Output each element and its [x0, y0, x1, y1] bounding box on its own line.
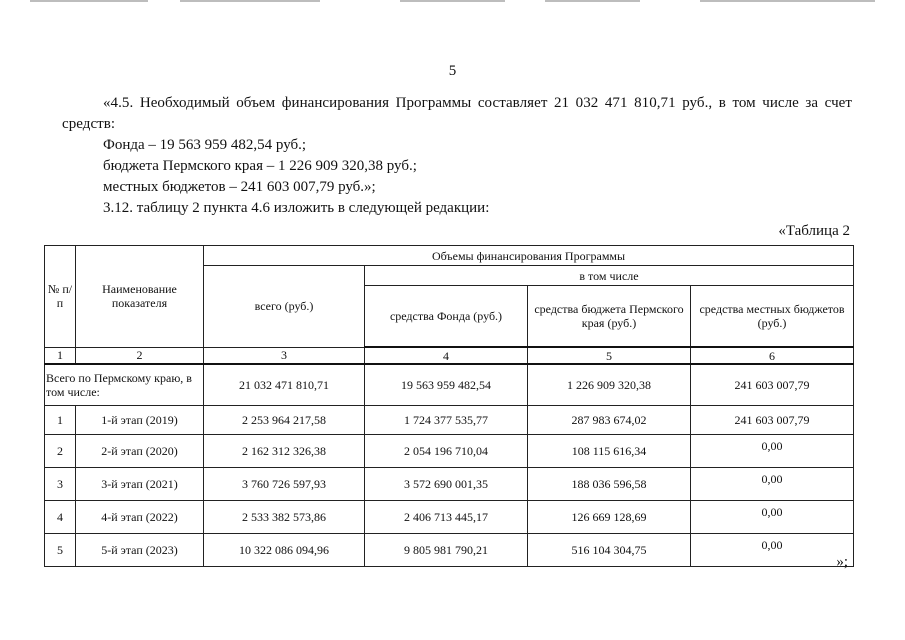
header-fund: средства Фонда (руб.) — [365, 286, 528, 348]
scan-edge-line — [30, 0, 148, 2]
page-number: 5 — [448, 63, 457, 79]
col-number: 5 — [528, 347, 691, 364]
column-number-row — [45, 347, 854, 364]
row-total: 10 322 086 094,96 — [204, 534, 365, 567]
row-name: 1-й этап (2019) — [76, 406, 204, 435]
row-local: 241 603 007,79 — [691, 406, 854, 435]
row-num: 3 — [45, 468, 76, 501]
row-total: 2 253 964 217,58 — [204, 406, 365, 435]
paragraph-4-5: «4.5. Необходимый объем финансирования Программы составляет 21 032 471 810,71 руб., в том числе за счет средств: — [62, 95, 852, 132]
row-name: 5-й этап (2023) — [76, 534, 204, 567]
header-local: средства местных бюджетов (руб.) — [691, 286, 854, 348]
row-total: 3 760 726 597,93 — [204, 468, 365, 501]
header-regional: средства бюджета Пермского края (руб.) — [528, 286, 691, 348]
header-including: в том числе — [365, 266, 854, 286]
row-num: 4 — [45, 501, 76, 534]
list-item-local-budgets: местных бюджетов – 241 603 007,79 руб.»; — [103, 179, 376, 195]
table-row — [45, 501, 854, 534]
row-regional: 188 036 596,58 — [528, 468, 691, 501]
total-row-local: 241 603 007,79 — [691, 364, 854, 406]
row-local: 0,00 — [691, 435, 854, 468]
table-caption: «Таблица 2 — [778, 223, 850, 239]
col-number: 3 — [204, 347, 365, 364]
table-row — [45, 435, 854, 468]
total-row-total: 21 032 471 810,71 — [204, 364, 365, 406]
total-row-label: Всего по Пермскому краю, в том числе: — [45, 364, 204, 406]
total-row-fund: 19 563 959 482,54 — [365, 364, 528, 406]
col-number: 1 — [45, 347, 76, 364]
table-row — [45, 468, 854, 501]
row-fund: 9 805 981 790,21 — [365, 534, 528, 567]
row-name: 2-й этап (2020) — [76, 435, 204, 468]
row-local: 0,00 — [691, 534, 854, 567]
row-regional: 516 104 304,75 — [528, 534, 691, 567]
list-item-fund: Фонда – 19 563 959 482,54 руб.; — [103, 137, 307, 153]
list-item-regional-budget: бюджета Пермского края – 1 226 909 320,38 руб.; — [103, 158, 417, 174]
total-row — [45, 364, 854, 406]
row-total: 2 162 312 326,38 — [204, 435, 365, 468]
scan-edge-line — [180, 0, 320, 2]
table-row — [45, 406, 854, 435]
header-volumes: Объемы финансирования Программы — [204, 246, 854, 266]
row-num: 2 — [45, 435, 76, 468]
row-fund: 2 054 196 710,04 — [365, 435, 528, 468]
financing-table — [44, 245, 854, 567]
row-num: 1 — [45, 406, 76, 435]
total-row-regional: 1 226 909 320,38 — [528, 364, 691, 406]
row-local: 0,00 — [691, 468, 854, 501]
row-fund: 2 406 713 445,17 — [365, 501, 528, 534]
scan-edge-line — [700, 0, 875, 2]
scan-edge-line — [400, 0, 505, 2]
row-fund: 3 572 690 001,35 — [365, 468, 528, 501]
row-name: 4-й этап (2022) — [76, 501, 204, 534]
col-number: 4 — [365, 347, 528, 364]
scan-edge-line — [545, 0, 640, 2]
row-total: 2 533 382 573,86 — [204, 501, 365, 534]
col-number: 2 — [76, 347, 204, 364]
header-num: № п/п — [45, 246, 76, 348]
row-local: 0,00 — [691, 501, 854, 534]
paragraph-3-12: 3.12. таблицу 2 пункта 4.6 изложить в следующей редакции: — [103, 200, 490, 216]
row-regional: 287 983 674,02 — [528, 406, 691, 435]
row-name: 3-й этап (2021) — [76, 468, 204, 501]
header-name: Наименование показателя — [76, 246, 204, 348]
row-regional: 126 669 128,69 — [528, 501, 691, 534]
col-number: 6 — [691, 347, 854, 364]
row-fund: 1 724 377 535,77 — [365, 406, 528, 435]
end-quote: »; — [836, 554, 848, 570]
row-num: 5 — [45, 534, 76, 567]
row-regional: 108 115 616,34 — [528, 435, 691, 468]
table-row — [45, 534, 854, 567]
header-total: всего (руб.) — [204, 266, 365, 348]
